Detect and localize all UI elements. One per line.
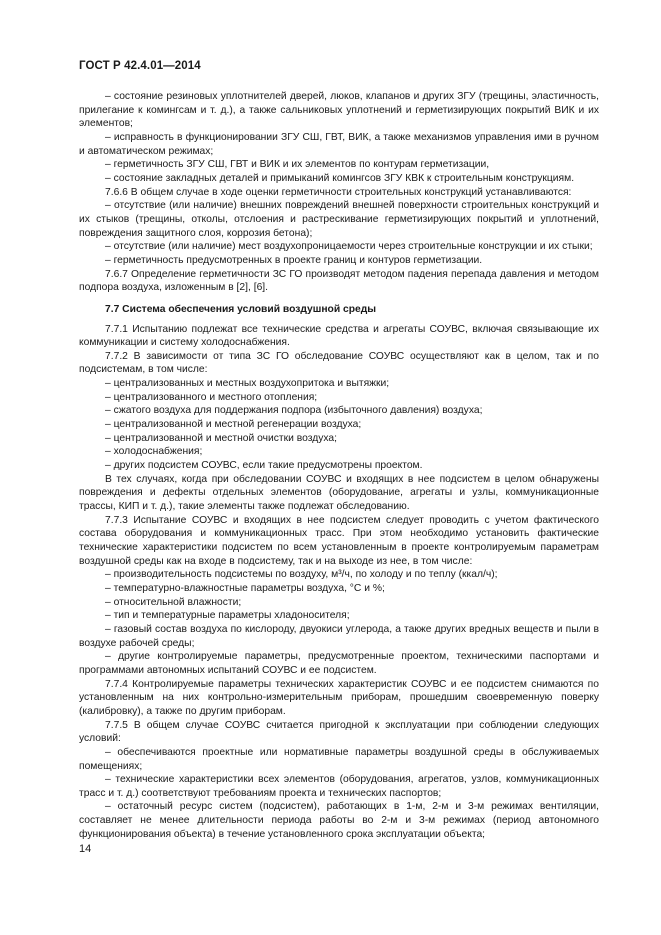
paragraph: 7.7.1 Испытанию подлежат все технические средства и агрегаты СОУВС, включая связывающие их коммуникации и систему холодоснабжения. (79, 323, 599, 349)
paragraph: – газовый состав воздуха по кислороду, двуокиси углерода, а также других вредных веществ и пыли в воздухе рабочей среды; (79, 623, 599, 649)
paragraph: – герметичность ЗГУ СШ, ГВТ и ВИК и их элементов по контурам герметизации, (105, 159, 490, 171)
paragraph: – других подсистем СОУВС, если такие предусмотрены проектом. (105, 460, 423, 472)
paragraph: 7.7.5 В общем случае СОУВС считается пригодной к эксплуатации при соблюдении следующих условий: (79, 719, 599, 745)
paragraph: 7.6.6 В общем случае в ходе оценки герметичности строительных конструкций устанавливаются: (105, 186, 572, 198)
paragraph: 7.7.2 В зависимости от типа ЗС ГО обследование СОУВС осуществляют как в целом, так и по подсистемам, в том числе: (79, 350, 599, 376)
paragraph: – централизованной и местной регенерации воздуха; (105, 419, 362, 431)
paragraph: – тип и температурные параметры хладоносителя; (105, 610, 350, 622)
document-header: ГОСТ Р 42.4.01—2014 (79, 60, 201, 72)
paragraph: – состояние резиновых уплотнителей дверей, люков, клапанов и других ЗГУ (трещины, эластичность, прилегание к комингсам и т. д.), а также сальниковых уплотнений и герметизирующих покрытий ВИК и их элементов; (79, 91, 599, 130)
paragraph: – температурно-влажностные параметры воздуха, °С и %; (105, 582, 385, 594)
paragraph: – централизованного и местного отопления; (105, 391, 318, 403)
paragraph: – другие контролируемые параметры, предусмотренные проектом, техническими паспортами и программами автономных испытаний СОУВС и ее подсистем. (79, 651, 599, 676)
paragraph: 7.7.3 Испытание СОУВС и входящих в нее подсистем следует проводить с учетом фактического состава оборудования и коммуникационных трасс. При этом необходимо установить фактические технические характеристики подсистем по всем установленным в проекте контролируемым параметрам воздушной среды как на входе в подсистему, так и на выходе из нее, в том числе: (79, 514, 599, 567)
paragraph: – отсутствие (или наличие) мест воздухопроницаемости через строительные конструкции и их стыки; (105, 241, 593, 253)
document-body (79, 90, 599, 841)
paragraph: – обеспечиваются проектные или нормативные параметры воздушной среды в обслуживаемых помещениях; (79, 746, 599, 772)
paragraph: – сжатого воздуха для поддержания подпора (избыточного давления) воздуха; (105, 405, 483, 417)
paragraph: – исправность в функционировании ЗГУ СШ, ГВТ, ВИК, а также механизмов управления ими в ручном и автоматическом режимах; (79, 131, 599, 157)
paragraph: – герметичность предусмотренных в проекте границ и контуров герметизации. (105, 254, 483, 266)
paragraph: – состояние закладных деталей и примыканий комингсов ЗГУ КВК к строительным конструкциям. (105, 172, 575, 184)
section-title: 7.7 Система обеспечения условий воздушной среды (105, 303, 377, 315)
paragraph: 7.6.7 Определение герметичности ЗС ГО производят методом падения перепада давления и методом подпора воздуха, изложенным в [2], [6]. (79, 268, 599, 294)
paragraph: – централизованных и местных воздухопритока и вытяжки; (105, 378, 390, 390)
paragraph: – централизованной и местной очистки воздуха; (105, 432, 337, 444)
paragraph: – остаточный ресурс систем (подсистем), работающих в 1-м, 2-м и 3-м режимах вентиляции, составляет не менее длительности периода работы во 2-м и 3-м режимах (период автономного функционирования объекта) в течение установленного срока эксплуатации объекта; (79, 801, 599, 840)
paragraph: – холодоснабжения; (105, 446, 203, 458)
paragraph: – технические характеристики всех элементов (оборудования, агрегатов, узлов, коммуникационных трасс и т. д.) соответствуют требованиям проекта и технических паспортов; (79, 774, 599, 799)
paragraph: В тех случаях, когда при обследовании СОУВС и входящих в нее подсистем в целом обнаружены повреждения и дефекты отдельных элементов (оборудование, агрегаты и узлы, коммуникационные трассы, КИП и т. д.), такие элементы также подлежат обследованию. (79, 473, 599, 513)
paragraph: – относительной влажности; (105, 596, 242, 608)
paragraph: 7.7.4 Контролируемые параметры технических характеристик СОУВС и ее подсистем снимаются по установленным на них контрольно-измерительным приборам, прошедшим своевременную поверку (калибровку), а также по другим приборам. (79, 678, 599, 717)
paragraph: – производительность подсистемы по воздуху, м³/ч, по холоду и по теплу (ккал/ч); (105, 569, 498, 581)
page-number: 14 (79, 843, 92, 855)
paragraph: – отсутствие (или наличие) внешних повреждений внешней поверхности строительных конструкций и их стыков (трещины, отколы, отслоения и растрескивание герметизирующих покрытий и уплотнений, повреждения защитного слоя, коррозия бетона); (79, 200, 599, 239)
